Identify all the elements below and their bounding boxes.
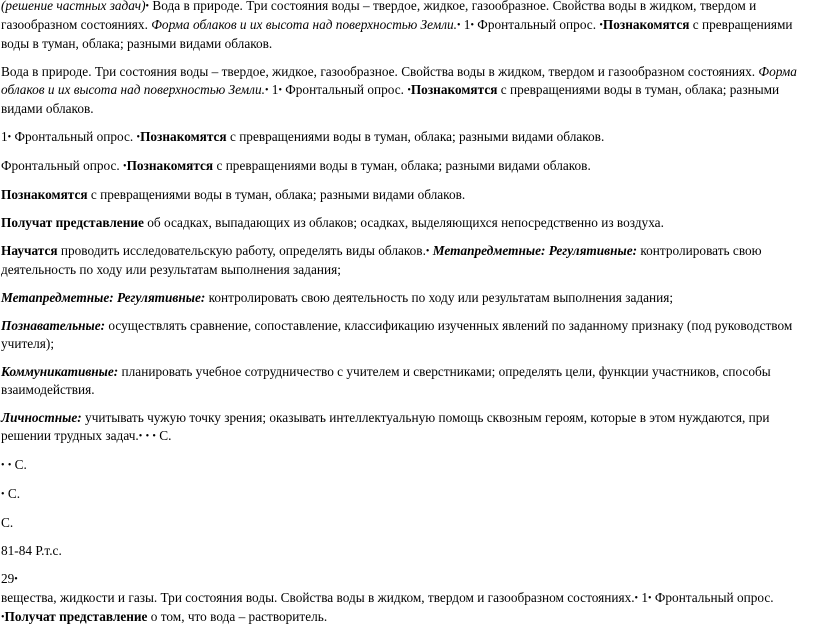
- bold-text: Научатся: [1, 243, 58, 258]
- text: 29: [1, 571, 15, 586]
- text: С.: [155, 428, 172, 443]
- text: Вода в природе. Три состояния воды – твердое, жидкое, газообразное. Свойства воды в жидком, твердом и газообразном состояниях.: [1, 64, 759, 79]
- bold-italic-text: Познавательные:: [1, 318, 106, 333]
- text: планировать учебное сотрудничество с учителем и сверстниками; определять цели, функции участников, способы взаимодействия.: [1, 364, 771, 397]
- paragraph-14: [1, 514, 813, 532]
- bold-italic-text: Метапредметные: Регулятивные:: [1, 290, 206, 305]
- bullet-icon: •: [152, 431, 156, 442]
- paragraph-5: [1, 186, 813, 204]
- bullet-icon: •: [138, 431, 143, 442]
- text: контролировать свою деятельность по ходу или результатам выполнения задания;: [205, 290, 674, 305]
- text: Вода в природе. Три состояния воды – твердое, жидкое, газообразное. Свойства воды в жидком, твердом и газообразном состояниях.: [1, 0, 757, 32]
- bullet-icon: •: [634, 593, 639, 604]
- text: о том, что вода – растворитель.: [147, 609, 328, 624]
- bold-text: Познакомятся: [602, 17, 690, 32]
- bullet-icon: •: [456, 20, 461, 31]
- bullet-icon: •: [1, 460, 5, 471]
- bold-text: Познакомятся: [410, 82, 498, 97]
- italic-text: Форма облаков и их высота над поверхностью Земли.: [151, 17, 457, 32]
- bullet-icon: •: [7, 132, 12, 143]
- bold-italic-text: Коммуникативные:: [1, 364, 119, 379]
- text: С.: [1, 515, 14, 530]
- bold-italic-text: Метапредметные: Регулятивные:: [429, 243, 638, 258]
- text: 1: [1, 129, 8, 144]
- bold-text: Познакомятся: [140, 129, 227, 144]
- text: с превращениями воды в туман, облака; разными видами облаков.: [87, 187, 466, 202]
- text: с превращениями воды в туман, облака; разными видами облаков.: [226, 129, 605, 144]
- paragraph-17: [1, 589, 813, 627]
- text: Фронтальный опрос.: [651, 590, 774, 605]
- text: Фронтальный опрос.: [473, 17, 600, 32]
- bullet-icon: •: [278, 85, 282, 96]
- paragraph-7: [1, 242, 813, 279]
- text: 81-84 Р.т.с.: [1, 543, 62, 558]
- text: проводить исследовательскую работу, определять виды облаков.: [57, 243, 426, 258]
- bold-text: Получат представление: [4, 609, 148, 624]
- bullet-icon: •: [123, 161, 127, 172]
- text: Фронтальный опрос.: [11, 129, 137, 144]
- text: об осадках, выпадающих из облаков; осадках, выделяющихся непосредственно из воздуха.: [143, 215, 664, 230]
- bullet-icon: •: [264, 85, 269, 96]
- text: с превращениями воды в туман, облака; разными видами облаков.: [1, 17, 793, 51]
- text: Фронтальный опрос.: [1, 158, 124, 173]
- text: 1: [268, 82, 279, 97]
- text: с превращениями воды в туман, облака; разными видами облаков.: [1, 82, 780, 116]
- paragraph-16: [1, 570, 813, 589]
- bullet-icon: •: [599, 20, 603, 31]
- paragraph-12: [1, 456, 813, 475]
- bullet-icon: •: [407, 85, 411, 96]
- paragraph-15: [1, 542, 813, 560]
- italic-text: Форма облаков и их высота над поверхностью Земли.: [1, 64, 797, 97]
- text: 1: [460, 17, 471, 32]
- paragraph-8: [1, 289, 813, 307]
- paragraph-11: [1, 409, 813, 446]
- bullet-icon: •: [470, 20, 474, 31]
- text: 1: [638, 590, 649, 605]
- bullet-icon: •: [7, 460, 12, 471]
- italic-text: (решение частных задач): [1, 0, 146, 13]
- bullet-icon: •: [1, 489, 5, 500]
- bold-text: Получат представление: [1, 215, 144, 230]
- paragraph-6: [1, 214, 813, 232]
- text: Фронтальный опрос.: [281, 82, 408, 97]
- paragraph-1: [1, 0, 813, 53]
- bullet-icon: •: [648, 593, 652, 604]
- bullet-icon: •: [136, 132, 141, 143]
- bold-text: Познакомятся: [126, 158, 214, 173]
- bold-text: Познакомятся: [1, 187, 88, 202]
- text: с превращениями воды в туман, облака; разными видами облаков.: [213, 158, 591, 173]
- bold-italic-text: Личностные:: [1, 410, 82, 425]
- paragraph-3: [1, 128, 813, 147]
- bullet-icon: •: [1, 612, 5, 623]
- bullet-icon: •: [145, 431, 150, 442]
- bullet-icon: •: [425, 246, 430, 257]
- paragraph-10: [1, 363, 813, 399]
- paragraph-2: [1, 63, 813, 118]
- text: С.: [4, 486, 21, 501]
- paragraph-13: [1, 485, 813, 504]
- bullet-icon: •: [145, 1, 150, 12]
- text: контролировать свою деятельность по ходу или результатам выполнения задания;: [1, 243, 762, 277]
- paragraph-4: [1, 157, 813, 176]
- text: осуществлять сравнение, сопоставление, классификацию изученных явлений по заданному признаку (под руководством учителя);: [1, 318, 793, 351]
- text: вещества, жидкости и газы. Три состояния воды. Свойства воды в жидком, твердом и газообразном состояниях.: [1, 590, 635, 605]
- text: учитывать чужую точку зрения; оказывать интеллектуальную помощь сквозным героям, которые в этом нуждаются, при решении трудных задач.: [1, 410, 770, 443]
- text: С.: [11, 457, 27, 472]
- bullet-icon: •: [14, 574, 18, 585]
- paragraph-9: [1, 317, 813, 353]
